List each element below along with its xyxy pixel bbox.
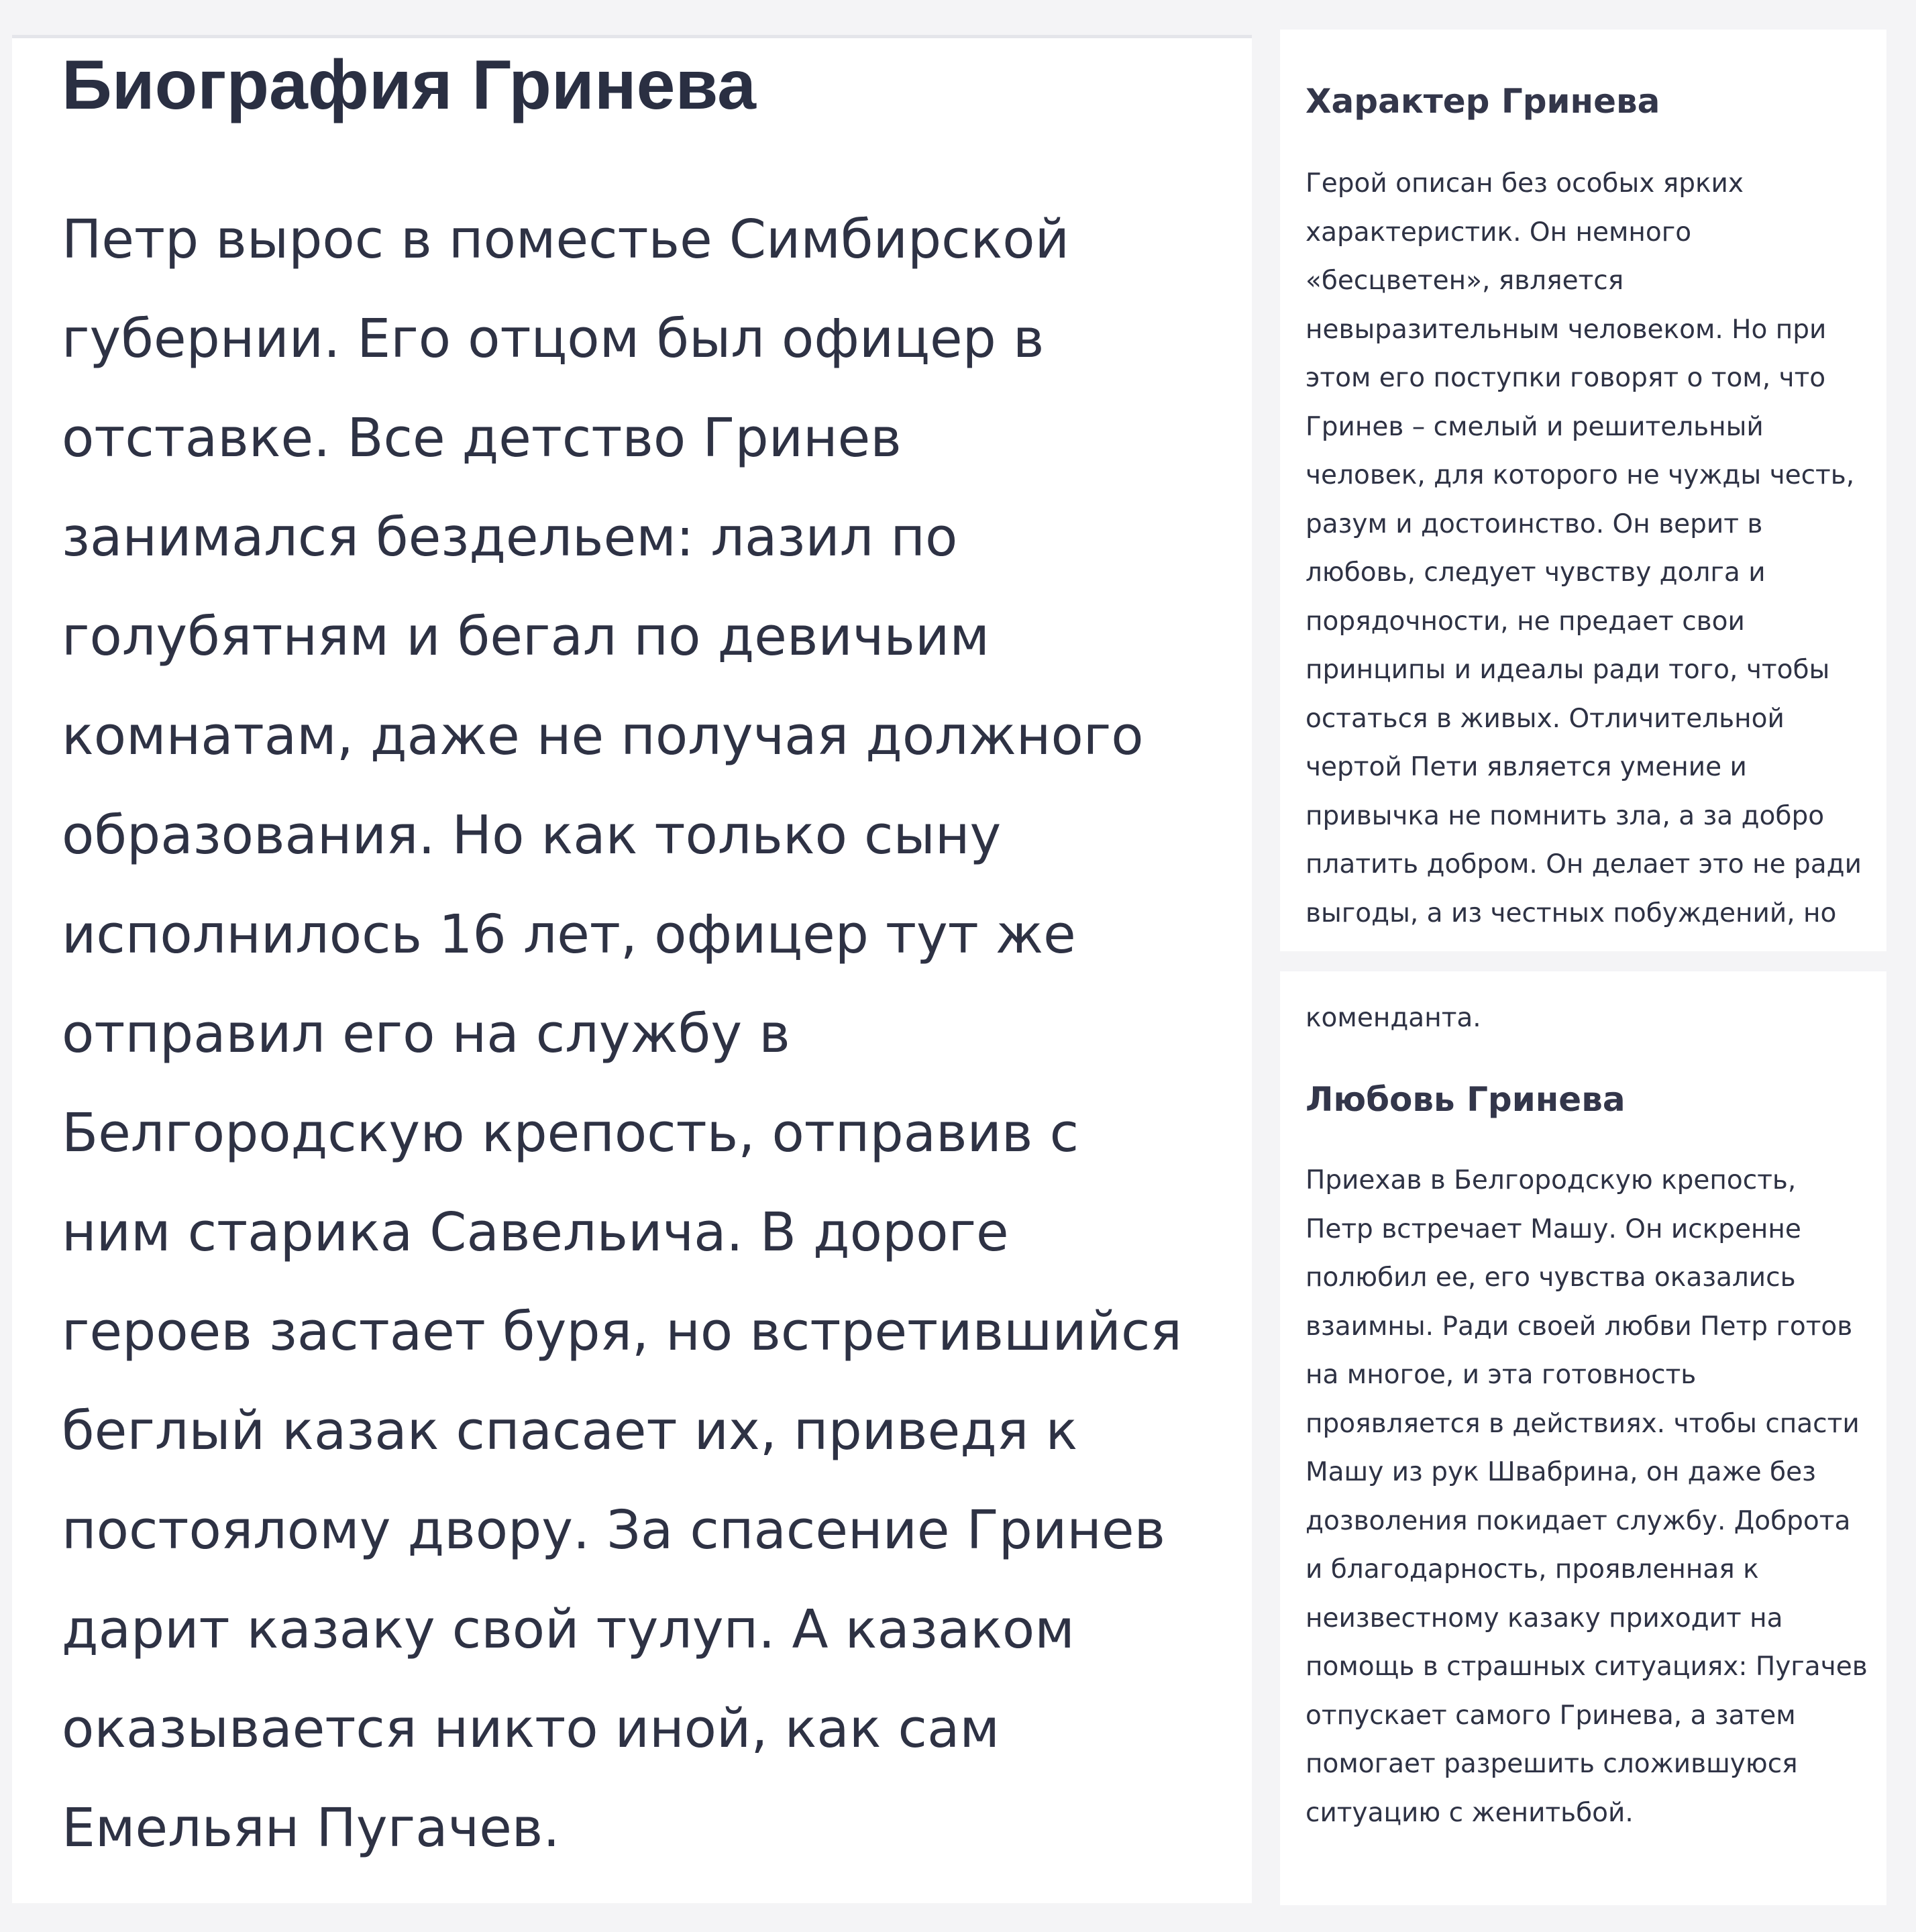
character-line: принципы и идеалы ради того, чтобы [1306, 655, 1830, 685]
biography-text [62, 190, 1202, 1878]
character-line: чертой Пети является умение и [1306, 752, 1747, 782]
character-line: выгоды, а из честных побуждений, но [1306, 898, 1837, 928]
love-line: ситуацию с женитьбой. [1306, 1797, 1634, 1828]
love-line: Машу из рук Швабрина, он даже без [1306, 1457, 1816, 1487]
biography-line: образования. Но как только сыну [62, 804, 1002, 866]
character-card [1280, 30, 1886, 951]
biography-line: Петр вырос в поместье Симбирской [62, 209, 1069, 270]
character-continued-line: коменданта. [1306, 1003, 1481, 1033]
love-line: полюбил ее, его чувства оказались [1306, 1263, 1796, 1293]
character-line: человек, для которого не чужды честь, [1306, 460, 1855, 490]
biography-line: занимался бездельем: лазил по [62, 506, 958, 568]
character-title: Характер Гринева [1306, 82, 1660, 121]
love-line: проявляется в действиях. чтобы спасти [1306, 1408, 1860, 1439]
character-line: платить добром. Он делает это не ради [1306, 849, 1862, 879]
biography-title: Биография Гринева [62, 46, 756, 124]
love-line: неизвестному казаку приходит на [1306, 1603, 1783, 1633]
love-title: Любовь Гринева [1306, 1080, 1626, 1119]
love-line: дозволения покидает службу. Доброта [1306, 1505, 1851, 1536]
biography-line: оказывается никто иной, как сам [62, 1698, 1000, 1760]
character-line: привычка не помнить зла, а за добро [1306, 800, 1825, 831]
biography-line: ним старика Савельича. В дороге [62, 1201, 1009, 1263]
biography-line: дарит казаку свой тулуп. А казаком [62, 1599, 1075, 1660]
biography-line: героев застает буря, но встретившийся [62, 1301, 1182, 1362]
love-line: Приехав в Белгородскую крепость, [1306, 1165, 1797, 1195]
biography-line: беглый казак спасает их, приведя к [62, 1400, 1078, 1462]
love-line: взаимны. Ради своей любви Петр готов [1306, 1311, 1853, 1342]
love-line: Петр встречает Машу. Он искренне [1306, 1214, 1801, 1244]
biography-line: голубятням и бегал по девичьим [62, 606, 990, 667]
character-line: любовь, следует чувству долга и [1306, 557, 1766, 588]
biography-line: постоялому двору. За спасение Гринев [62, 1499, 1166, 1561]
love-line: на многое, и эта готовность [1306, 1360, 1697, 1390]
love-line: и благодарность, проявленная к [1306, 1554, 1759, 1585]
character-text [1306, 160, 1882, 938]
character-line: Гринев – смелый и решительный [1306, 411, 1764, 442]
character-line: остаться в живых. Отличительной [1306, 703, 1785, 734]
biography-line: отставке. Все детство Гринев [62, 407, 902, 469]
character-line: этом его поступки говорят о том, что [1306, 363, 1826, 393]
love-line: помогает разрешить сложившуюся [1306, 1749, 1798, 1779]
biography-line: Емельян Пугачев. [62, 1797, 560, 1859]
character-line: Герой описан без особых ярких [1306, 168, 1744, 199]
love-card [1280, 971, 1886, 1905]
character-line: «бесцветен», является [1306, 266, 1624, 296]
biography-line: исполнилось 16 лет, офицер тут же [62, 904, 1076, 965]
biography-line: губернии. Его отцом был офицер в [62, 308, 1045, 370]
character-line: порядочности, не предает свои [1306, 606, 1745, 637]
character-line: характеристик. Он немного [1306, 217, 1692, 248]
character-line: невыразительным человеком. Но при [1306, 314, 1827, 345]
love-line: помощь в страшных ситуациях: Пугачев [1306, 1652, 1868, 1682]
biography-panel [12, 35, 1252, 1903]
love-line: отпускает самого Гринева, а затем [1306, 1700, 1796, 1731]
love-text [1306, 1157, 1882, 1837]
biography-line: отправил его на службу в [62, 1003, 790, 1065]
character-line: разум и достоинство. Он верит в [1306, 508, 1763, 539]
biography-line: комнатам, даже не получая должного [62, 705, 1144, 767]
biography-line: Белгородскую крепость, отправив с [62, 1102, 1079, 1164]
